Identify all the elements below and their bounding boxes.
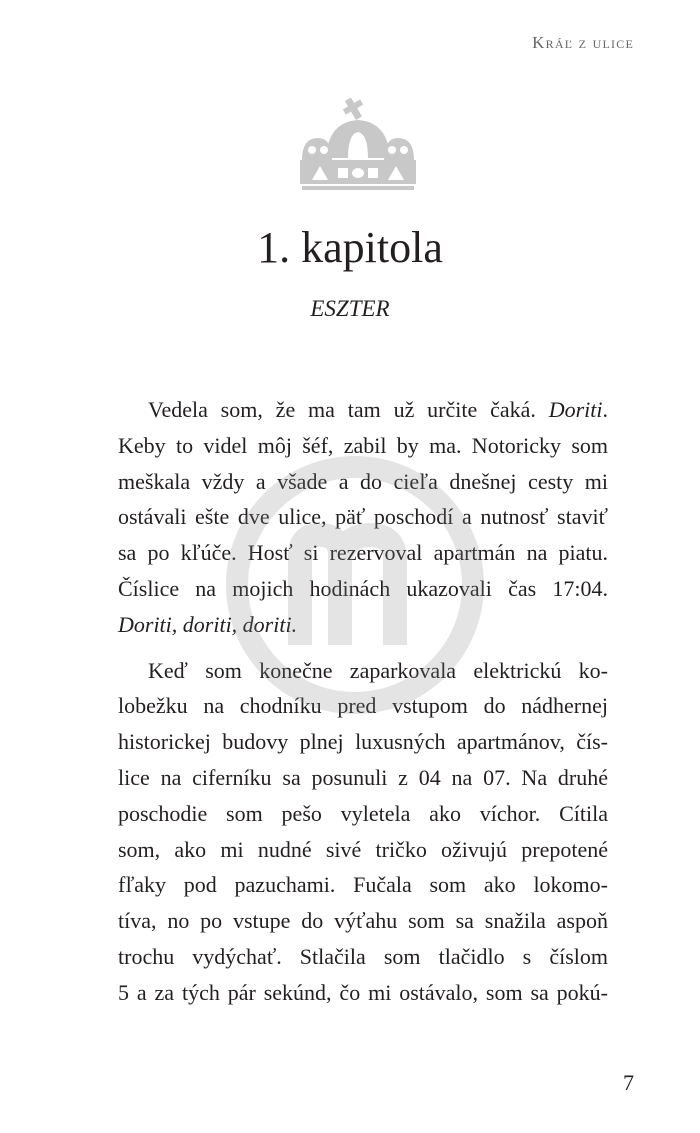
text-line: sa po kľúče. Hosť si rezervoval apartmán na piatu. — [118, 540, 608, 566]
paragraph — [118, 653, 608, 1011]
paragraph — [118, 392, 608, 643]
text-line: meškala vždy a všade a do cieľa dnešnej cesty mi — [118, 468, 608, 494]
text-line: som, ako mi nudné sivé tričko oživujú prepotené — [118, 836, 608, 862]
text-line: Doriti, doriti, doriti. — [118, 611, 298, 637]
text-line: lice na ciferníku sa posunuli z 04 na 07. Na druhé — [118, 764, 608, 790]
text-line: ostávali ešte dve ulice, päť poschodí a nutnosť staviť — [118, 504, 608, 530]
text-line: Číslice na mojich hodinách ukazovali čas 17:04. — [118, 575, 608, 601]
text-line: fľaky pod pazuchami. Fučala som ako lokomo- — [118, 872, 608, 898]
text-line: Vedela som, že ma tam už určite čaká. Doriti. — [148, 397, 608, 422]
running-header: Kráľ z ulice — [532, 33, 634, 52]
text-line: lobežku na chodníku pred vstupom do nádhernej — [118, 693, 608, 719]
page-number: 7 — [623, 1070, 634, 1095]
text-line: Keby to videl môj šéf, zabil by ma. Notoricky som — [118, 432, 608, 458]
body-text — [118, 392, 608, 1011]
crown-icon — [298, 98, 418, 190]
text-line: trochu vydýchať. Stlačila som tlačidlo s číslom — [118, 943, 608, 969]
text-line: tíva, no po vstupe do výťahu som sa snažila aspoň — [118, 908, 608, 934]
text-line: historickej budovy plnej luxusných apartmánov, čís- — [118, 729, 608, 755]
cross-icon — [343, 98, 363, 120]
text-line: poschodie som pešo vyletela ako víchor. Cítila — [118, 800, 608, 826]
chapter-title: 1. kapitola — [257, 223, 443, 272]
text-line: 5 a za tých pár sekúnd, čo mi ostávalo, som sa pokú- — [118, 979, 608, 1005]
chapter-subtitle: ESZTER — [310, 296, 390, 321]
text-line: Keď som konečne zaparkovala elektrickú ko- — [148, 657, 608, 683]
